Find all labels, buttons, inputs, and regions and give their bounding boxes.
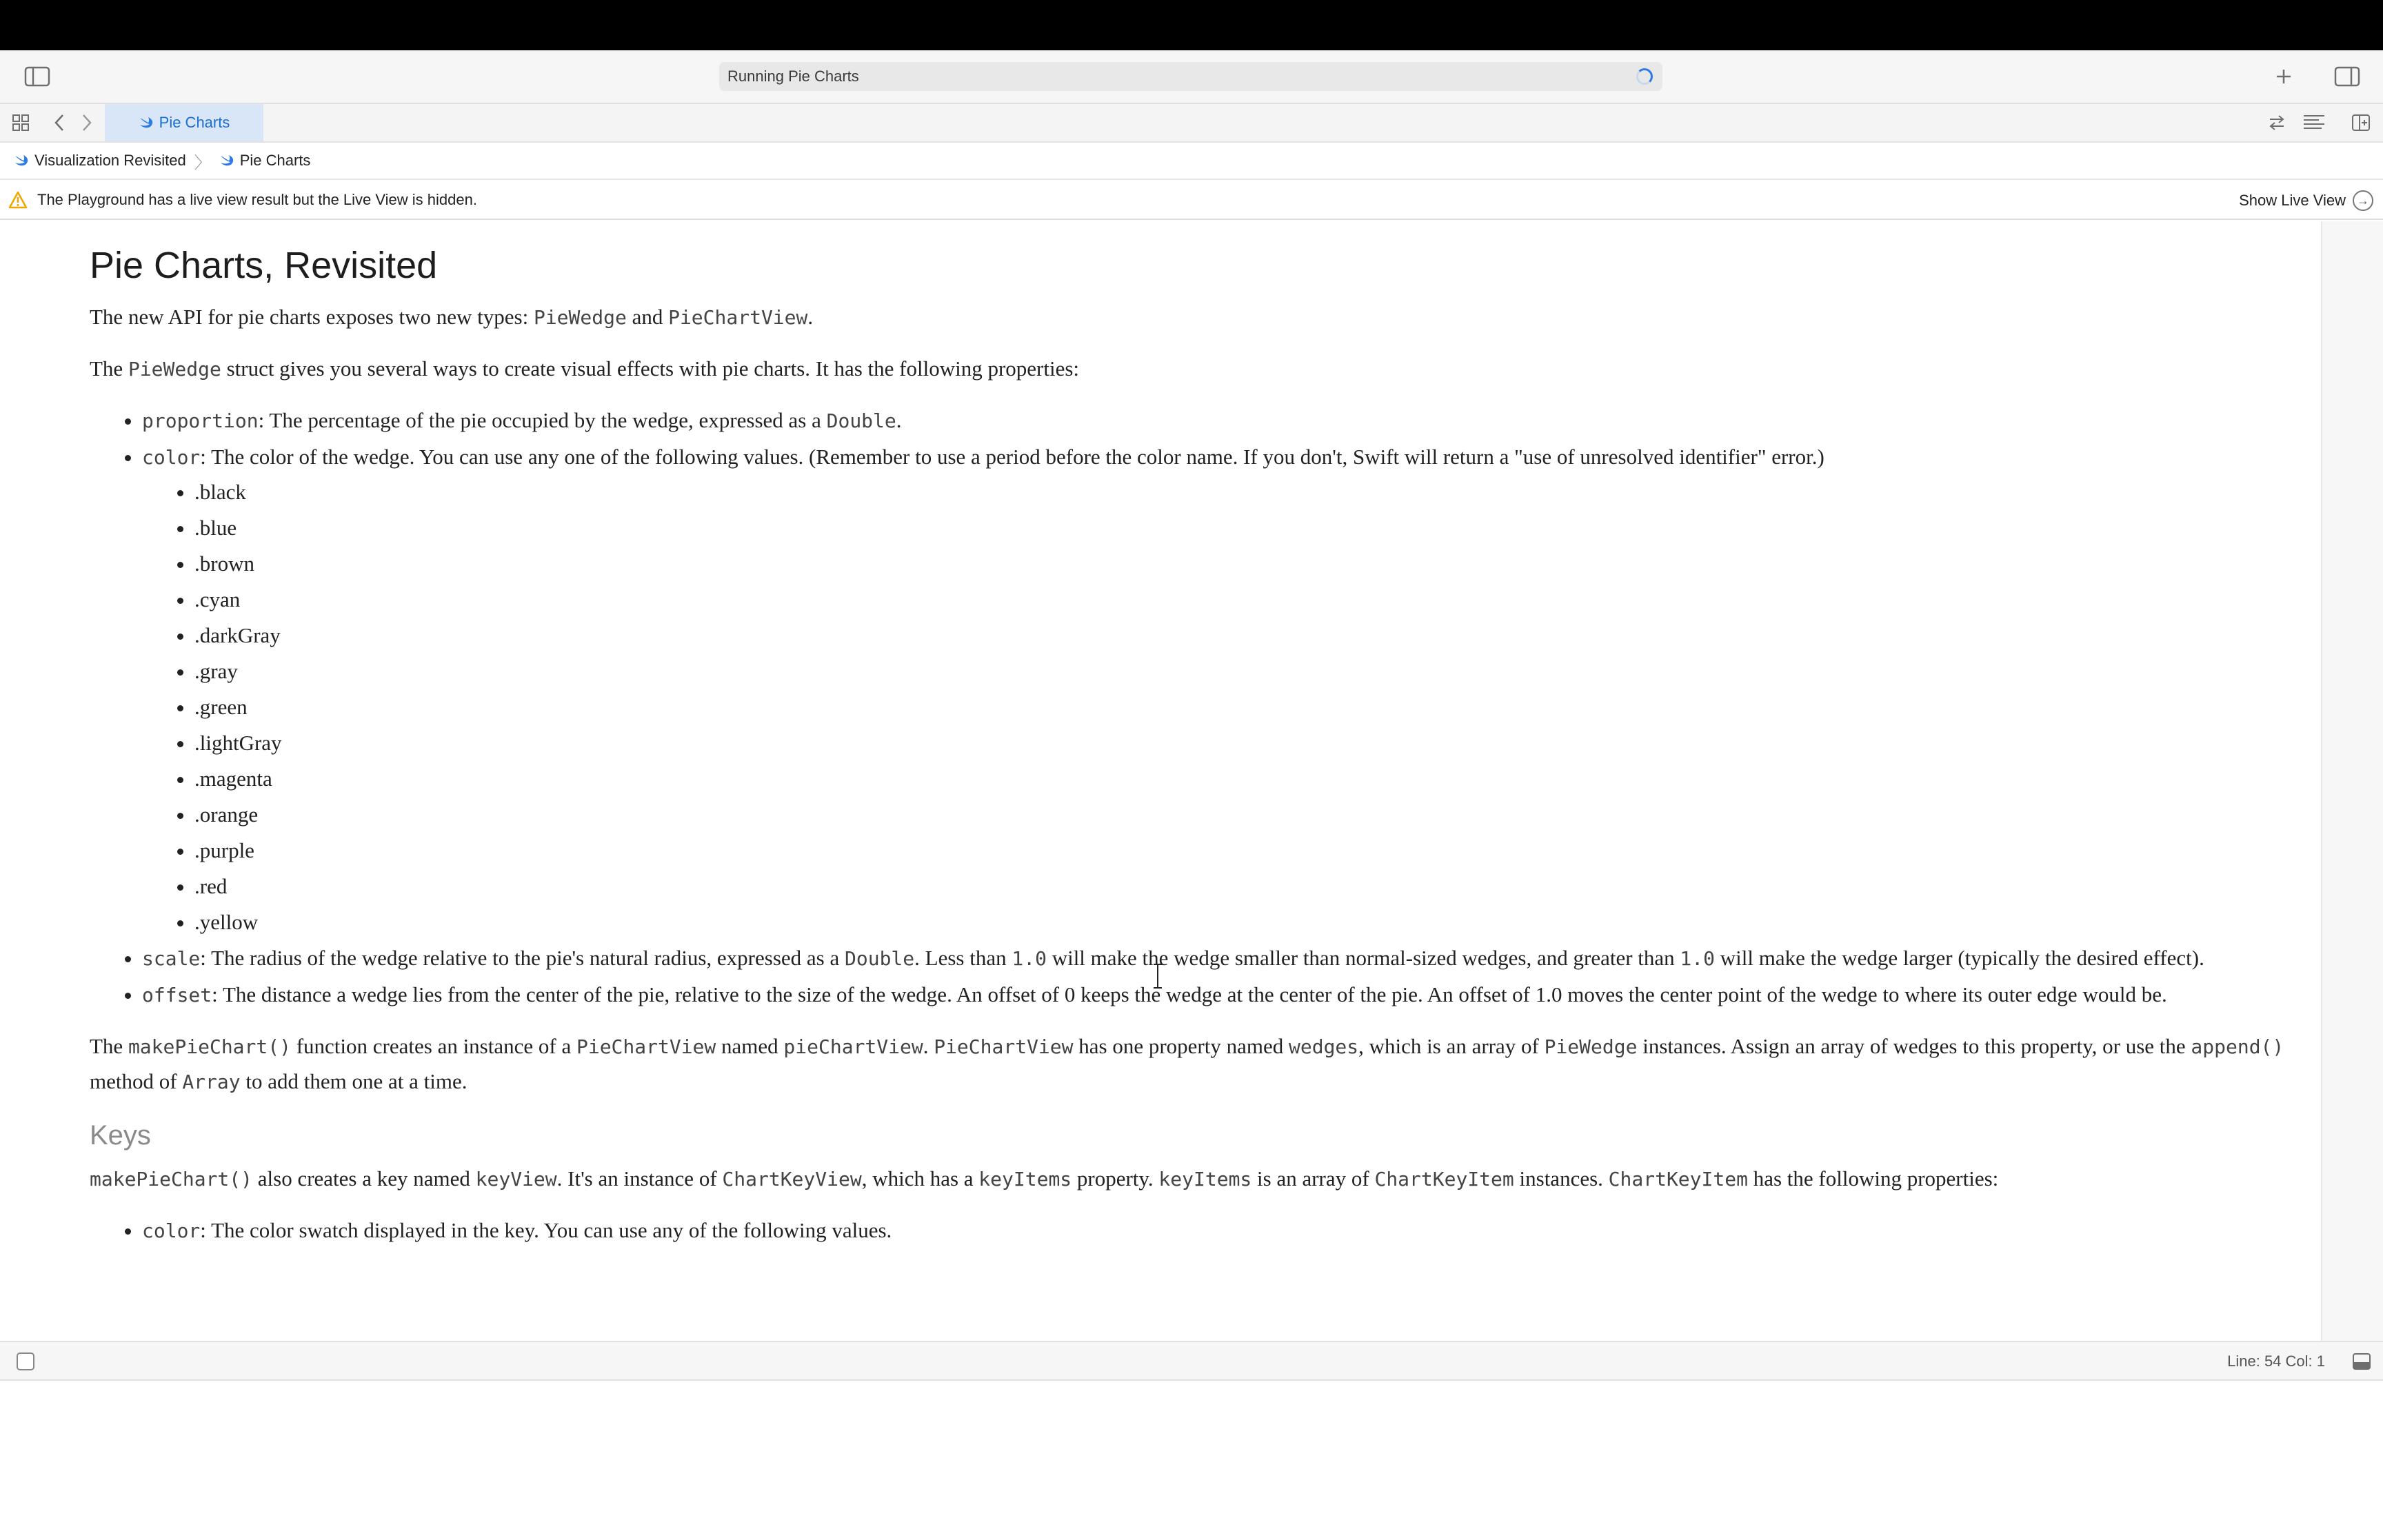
chevron-left-icon[interactable] [51,113,68,132]
tab-label: Pie Charts [159,114,230,131]
intro-paragraph: The new API for pie charts exposes two new types: PieWedge and PieChartView. [90,305,814,329]
swift-icon [14,154,29,167]
scroll-gutter[interactable] [2321,221,2383,1341]
keys-paragraph: makePieChart() also creates a key named keyView. It's an instance of ChartKeyView, which has a keyItems property. keyItems is an array of ChartKeyItem instances. ChartKeyItem has the following properties: [90,1166,1999,1191]
list-item: • .black [194,475,2296,509]
list-item: • .lightGray [194,726,2296,760]
list-item: • .gray [194,654,2296,689]
plus-icon[interactable] [2271,64,2296,89]
list-item: • .cyan [194,582,2296,617]
list-item: • color: The color swatch displayed in the key. You can use any of the following values. [142,1213,2296,1248]
page-title: Pie Charts, Revisited [90,245,438,286]
window-title-field [719,62,1662,91]
list-item: • .darkGray [194,618,2296,653]
list-item: • .red [194,869,2296,904]
empty-area [0,1381,2383,1540]
show-live-view-label: Show Live View [2239,192,2346,209]
breadcrumb-item-visualization[interactable]: Visualization Revisited [34,152,186,169]
window-title: Running Pie Charts [727,68,859,85]
property-list [90,403,2296,1013]
breadcrumb-item-pie-charts[interactable]: Pie Charts [239,152,311,169]
warning-message: The Playground has a live view result but the Live View is hidden. [37,191,477,208]
run-checkbox[interactable] [17,1352,34,1370]
list-item: • offset: The distance a wedge lies from the center of the pie, relative to the size of the wedge. An offset of 0 keeps the wedge at the center of the pie. An offset of 1.0 moves the center point of the wedge to where its outer edge would be. [142,977,2296,1013]
breadcrumb-separator-icon: 〉 [194,153,211,172]
sidebar-left-icon[interactable] [23,64,51,89]
list-item: • .orange [194,798,2296,832]
list-item: • .yellow [194,905,2296,940]
text-lines-icon[interactable] [2302,113,2326,132]
sidebar-right-icon[interactable] [2333,64,2361,89]
tab-pie-charts[interactable] [105,104,263,141]
list-item: • proportion: The percentage of the pie occupied by the wedge, expressed as a Double. [142,403,2296,438]
keys-heading: Keys [90,1120,151,1151]
list-item: • .green [194,690,2296,725]
swift-icon [139,116,154,129]
breadcrumb [0,143,2383,180]
add-editor-icon[interactable] [2350,113,2372,132]
debug-area-toggle-icon[interactable] [2351,1352,2372,1371]
color-values-list [142,475,2296,940]
editor-tab-bar [0,104,2383,143]
grid-icon[interactable] [10,113,32,132]
status-bar [0,1341,2383,1381]
title-bar [0,50,2383,104]
list-item: • .magenta [194,762,2296,796]
arrows-swap-icon[interactable] [2266,113,2288,132]
key-property-list [90,1213,2296,1248]
list-item: • .purple [194,833,2296,868]
playground-document[interactable] [0,221,2321,1341]
list-item: • .brown [194,547,2296,581]
list-item: • .blue [194,511,2296,545]
make-pie-chart-paragraph: The makePieChart() function creates an instance of a PieChartView named pieChartView. PieChartView has one property named wedges, which is an array of PieWedge instances. Assign an array of wedges to this property, or use the append() method of Array to add them one at a time. [90,1034,2284,1093]
document-body [90,241,2296,1265]
loading-spinner-icon [1636,68,1653,85]
menu-bar-strip [0,0,2383,50]
warning-triangle-icon [8,191,28,209]
list-item: • scale: The radius of the wedge relative to the pie's natural radius, expressed as a Double. Less than 1.0 will make the wedge smaller than normal-sized wedges, and greater than 1.0 will make the wedge larger (typically the desired effect). [142,941,2296,976]
show-live-view-button[interactable] [2239,181,2373,220]
live-view-warning-bar [0,181,2383,220]
struct-paragraph: The PieWedge struct gives you several ways to create visual effects with pie charts. It has the following properties: [90,356,1080,381]
swift-icon [219,154,234,167]
line-col-indicator: Line: 54 Col: 1 [2227,1352,2325,1370]
text-cursor-icon [1152,962,1164,990]
arrow-right-circle-icon: → [2353,190,2373,211]
list-item: • color: The color of the wedge. You can use any one of the following values. (Remember to use a period before the color name. If you don't, Swift will return a "use of unresolved identifier" error.) • .black • .blue • .brown • .cyan • .darkGray • .gray • .green • .lightGray • .magenta • .orange • .purple • .red • .yellow [142,440,2296,940]
chevron-right-icon[interactable] [79,113,95,132]
